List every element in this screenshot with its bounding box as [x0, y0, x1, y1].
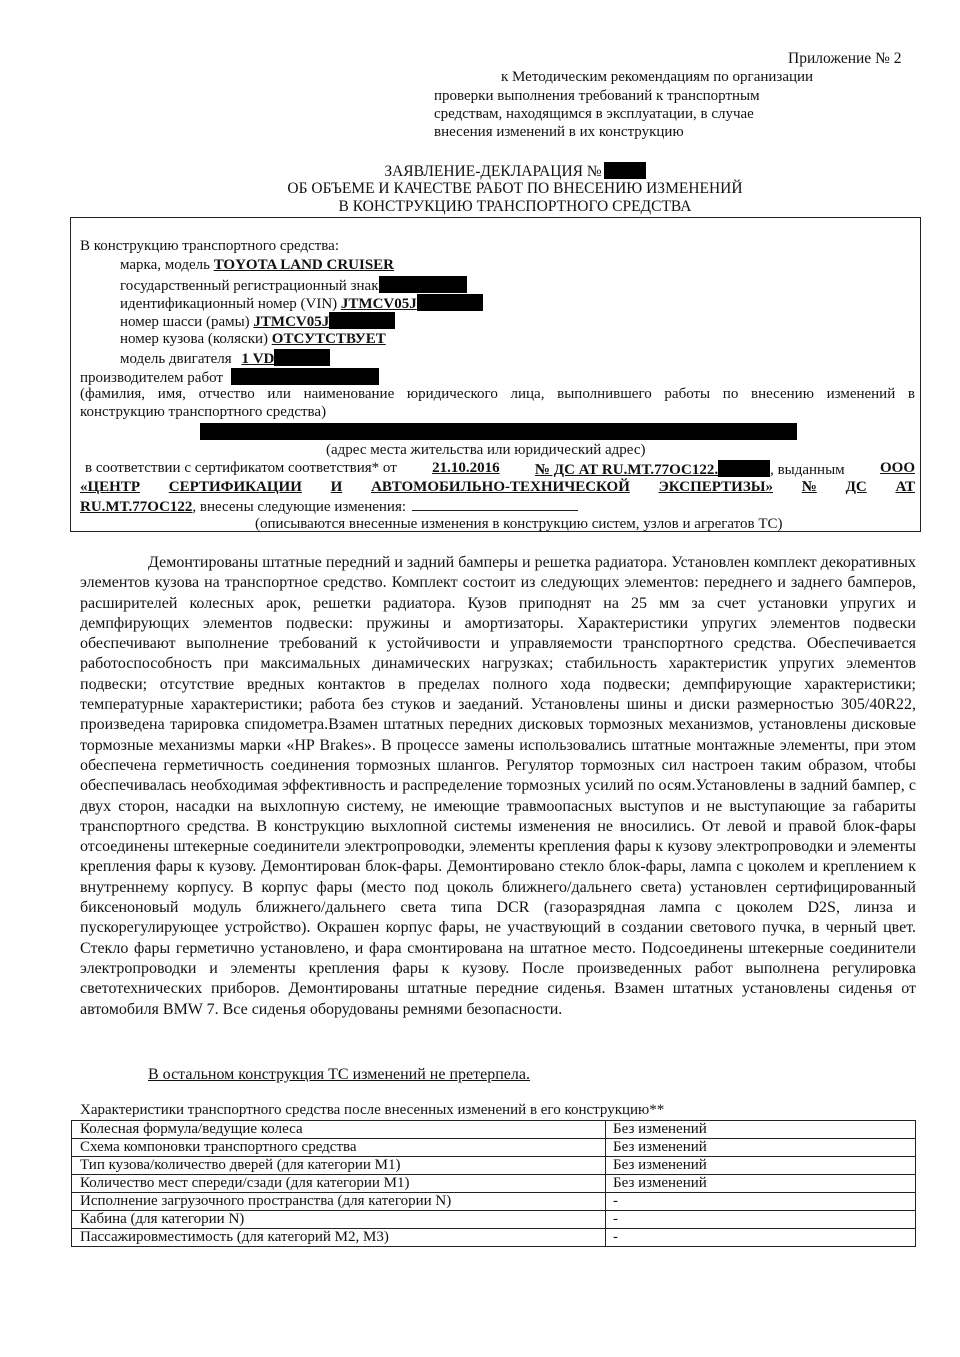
table-row — [72, 1121, 916, 1139]
characteristic-value: Без изменений — [606, 1139, 916, 1157]
chassis-row — [120, 312, 395, 331]
certificate-number: № ДС АТ RU.MT.77ОС122. — [534, 462, 719, 478]
address-note: (адрес места жительства или юридический адрес) — [326, 442, 646, 458]
issuer-word: СЕРТИФИКАЦИИ — [168, 479, 302, 495]
characteristic-label: Исполнение загрузочного пространства (для категории N) — [72, 1193, 606, 1211]
characteristic-value: - — [606, 1193, 916, 1211]
registration-row — [120, 276, 467, 295]
make-model-row — [120, 257, 394, 274]
characteristic-label: Кабина (для категории N) — [72, 1211, 606, 1229]
changes-paragraph: Демонтированы штатные передний и задний бамперы и решетка радиатора. Установлен комплект декоративных элементов кузова на транспортное средство. Комплект состоит из следующих элементов: переднего и заднего бамперов, расширителей колесных арок, решетки радиатора. Кузов приподнят на 25 мм за счет установки упругих и демпфирующих элементов подвески: пружины и амортизаторы. Характеристики упругих элементов подвески обеспечивают выполнение требований к устойчивости и управляемости транспортного средства. Обеспечивается работоспособность при максимальных динамических нагрузках; стабильность характеристик упругих элементов подвески; отсутствие вредных контактов в пределах полного хода подвески; демпфирующие характеристики; температурные характеристики; работа без стуков и заеданий. Установлены шины и диски размерностью 305/40R22, произведена тарировка спидометра.Взамен штатных передних дисковых тормозных механизмов, установлены дисковые тормозные механизмы марки «HP Brakes». В процессе замены использовались штатные монтажные элементы, при этом обеспечена герметичность соединения тормозных шлангов. Регулятор тормозных сил настроен таким образом, чтобы обеспечивалась необходимая эффективность и распределение тормозных усилий по осям.Установлены в задний бампер, с двух сторон, насадки на выхлопную систему, не имеющие травмоопасных выступов и не выступающие за габариты транспортного средства. В конструкцию выхлопной системы изменения не вносились. От левой и правой блок-фары отсоединены штекерные соединители электропроводки, элементы крепления фары к кузову электропроводки и элементы крепления фары к кузову. Демонтирован блок-фары. Демонтировано стекло блок-фары, лампа с цоколем и креплением к внутреннему корпусу. В корпус фары (место под цоколь ближнего/дальнего света) установлен сертифицированный биксеноновый модуль ближнего/дальнего света типа DCR (газоразрядная лампа с цоколем D2S, линза и пускорегулирующее устройство). Окрашен корпус фары, не участвующий в создании светового пучка, в черный цвет. Стекло фары герметично установлено, и фара смонтирована на штатное место. Подсоединены штекерные соединители электропроводки и элементы крепления фары к кузову. После произведенных работ выполнена регулировка светотехнических приборов. Демонтированы штатные передние сиденья. Взамен штатных установлены сиденья от автомобиля BMW 7. Все сиденья оборудованы ремнями безопасности. — [80, 554, 916, 1018]
redaction-block — [329, 312, 395, 329]
issuer-end: RU.MT.77ОС122 — [80, 499, 193, 515]
table-row — [72, 1175, 916, 1193]
address-redaction — [200, 423, 797, 440]
vin-label: идентификационный номер (VIN) — [120, 296, 338, 312]
engine-label: модель двигателя — [120, 351, 232, 367]
changes-note: (описываются внесенные изменения в конструкцию систем, узлов и агрегатов ТС) — [255, 516, 783, 532]
table-row — [72, 1229, 916, 1247]
certificate-row — [85, 460, 915, 479]
chassis-value: JTMCV05J — [253, 314, 330, 330]
vin-value: JTMCV05J — [340, 296, 417, 312]
declaration-title-line-1: ЗАЯВЛЕНИЕ-ДЕКЛАРАЦИЯ № — [0, 162, 960, 180]
appendix-line-3: средствам, находящимся в эксплуатации, в случае — [434, 106, 754, 122]
characteristic-value: - — [606, 1211, 916, 1229]
redaction-block — [604, 162, 646, 179]
producer-note-line-1: (фамилия, имя, отчество или наименование юридического лица, выполнившего работы по внесению изменений в — [80, 386, 915, 402]
issuer-start: ООО — [879, 460, 915, 476]
characteristics-caption: Характеристики транспортного средства после внесенных изменений в его конструкцию** — [80, 1102, 665, 1118]
characteristics-table — [71, 1120, 916, 1247]
engine-value: 1 VD — [241, 351, 275, 367]
characteristic-value: Без изменений — [606, 1121, 916, 1139]
issuer-word: ЭКСПЕРТИЗЫ» — [658, 479, 773, 495]
redaction-block — [231, 368, 379, 385]
issuer-word: «ЦЕНТР — [80, 479, 141, 495]
body-number-label: номер кузова (коляски) — [120, 331, 269, 347]
issuer-word: АТ — [895, 479, 915, 495]
vin-row — [120, 294, 483, 313]
appendix-title: Приложение № 2 — [788, 50, 902, 67]
characteristic-value: Без изменений — [606, 1157, 916, 1175]
redaction-block — [417, 294, 483, 311]
issuer-word: АВТОМОБИЛЬНО-ТЕХНИЧЕСКОЙ — [371, 479, 630, 495]
table-row — [72, 1139, 916, 1157]
issuer-word: № — [801, 479, 817, 495]
certificate-prefix: в соответствии с сертификатом соответствия* от — [85, 460, 397, 476]
characteristic-label: Колесная формула/ведущие колеса — [72, 1121, 606, 1139]
appendix-line-2: проверки выполнения требований к транспортным — [434, 88, 760, 104]
chassis-label: номер шасси (рамы) — [120, 314, 250, 330]
declaration-title-line-3: В КОНСТРУКЦИЮ ТРАНСПОРТНОГО СРЕДСТВА — [338, 198, 692, 215]
changes-row — [80, 497, 578, 516]
issuer-word: ДС — [845, 479, 867, 495]
make-label: марка, модель — [120, 257, 210, 273]
characteristic-label: Тип кузова/количество дверей (для категории М1) — [72, 1157, 606, 1175]
characteristic-value: - — [606, 1229, 916, 1247]
redaction-block — [379, 276, 467, 293]
producer-note-line-2: конструкцию транспортного средства) — [80, 404, 327, 420]
engine-row — [120, 349, 330, 368]
producer-label: производителем работ — [80, 370, 223, 386]
issuer-name-line — [80, 479, 915, 496]
changes-intro: , внесены следующие изменения: — [192, 499, 407, 515]
characteristic-label: Количество мест спереди/сзади (для категории М1) — [72, 1175, 606, 1193]
issuer-word: И — [330, 479, 343, 495]
certificate-date: 21.10.2016 — [432, 460, 500, 476]
characteristic-value: Без изменений — [606, 1175, 916, 1193]
redaction-block — [718, 460, 770, 477]
registration-label: государственный регистрационный знак — [120, 278, 379, 294]
body-number-row — [120, 331, 386, 348]
producer-row — [80, 368, 379, 387]
certificate-issued: , выданным — [770, 462, 845, 478]
changes-description — [80, 553, 916, 1020]
appendix-line-4: внесения изменений в их конструкцию — [434, 124, 684, 140]
appendix-line-1: к Методическим рекомендациям по организации — [501, 69, 814, 85]
no-other-changes-note: В остальном конструкция ТС изменений не претерпела. — [148, 1066, 530, 1083]
redaction-block — [274, 349, 330, 366]
form-intro: В конструкцию транспортного средства: — [80, 238, 339, 254]
make-value: TOYOTA LAND CRUISER — [213, 257, 395, 273]
table-row — [72, 1157, 916, 1175]
body-number-value: ОТСУТСТВУЕТ — [271, 331, 386, 347]
table-row — [72, 1211, 916, 1229]
table-row — [72, 1193, 916, 1211]
changes-underline — [412, 497, 578, 511]
characteristic-label: Схема компоновки транспортного средства — [72, 1139, 606, 1157]
declaration-title-line-2: ОБ ОБЪЕМЕ И КАЧЕСТВЕ РАБОТ ПО ВНЕСЕНИЮ ИЗМЕНЕНИЙ — [287, 180, 743, 197]
characteristic-label: Пассажировместимость (для категорий М2, М3) — [72, 1229, 606, 1247]
